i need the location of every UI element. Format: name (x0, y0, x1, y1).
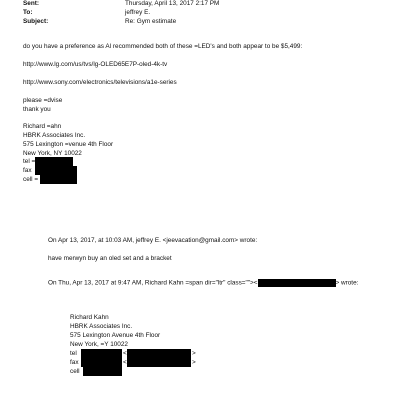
quote1-attribution: On Apr 13, 2017, at 10:03 AM, jeffrey E. <jeevacation@gmail.com> wrote: (48, 237, 258, 244)
sig2-fax-lt: < (123, 359, 127, 366)
sig2-tel-gt: > (192, 350, 196, 357)
sig2-fax-gt: > (192, 359, 196, 366)
redaction-box (258, 279, 336, 287)
to-label: To: (23, 9, 33, 16)
quote2-attribution (48, 279, 358, 288)
thanks-line: thank you (23, 106, 51, 113)
sig2-cell: cell (70, 368, 80, 375)
redaction-box (81, 358, 122, 367)
redaction-box (83, 367, 122, 376)
sig2-company: HBRK Associates Inc. (70, 323, 133, 330)
sig2-address: 575 Lexington Avenue 4th Floor (70, 332, 161, 339)
sig2-tel-lt: < (123, 350, 127, 357)
redaction-box (81, 349, 122, 358)
to-value: jeffrey E. (125, 9, 151, 16)
please-line: please =dvise (23, 97, 63, 104)
quote2-attribution-end: > wrote: (335, 279, 359, 287)
link-lg[interactable]: http://www.lg.com/us/tvs/lg-OLED65E7P-oled-4k-tv (23, 61, 168, 68)
subject-label: Subject: (23, 18, 49, 25)
subject-value: Re: Gym estimate (125, 18, 177, 25)
body-line-1: do you have a preference as Al recommended both of these =LED's and both appear to be $5,499: (23, 43, 303, 50)
sig1-address: 575 Lexington =venue 4th Floor (23, 141, 114, 148)
sig2-city: New York, =Y 10022 (70, 341, 128, 348)
sig1-company: HBRK Associates Inc. (23, 132, 86, 139)
redaction-box (35, 166, 77, 175)
redaction-box (127, 358, 191, 367)
quote2-attribution-start: On Thu, Apr 13, 2017 at 9:47 AM, Richard Kahn =span dir="ltr" class="">< (48, 279, 258, 287)
sent-value: Thursday, April 13, 2017 2:17 PM (125, 0, 220, 7)
sig1-cell: cell = (23, 176, 39, 183)
sig1-city: New York, NY 10022 (23, 150, 82, 157)
redaction-box (35, 157, 73, 166)
sent-label: Sent: (23, 0, 39, 7)
redaction-box (40, 175, 77, 184)
sig2-fax: fax (70, 359, 79, 366)
quote1-message: have merwyn buy an oled set and a bracket (48, 255, 172, 262)
sig1-name: Richard =ahn (23, 123, 62, 130)
redaction-box (127, 349, 191, 358)
link-sony[interactable]: http://www.sony.com/electronics/televisions/a1e-series (23, 79, 177, 86)
sig1-fax: fax (23, 167, 32, 174)
sig2-name: Richard Kahn (70, 314, 109, 321)
sig1-tel: tel = (23, 158, 36, 165)
sig2-tel: tel (70, 350, 77, 357)
